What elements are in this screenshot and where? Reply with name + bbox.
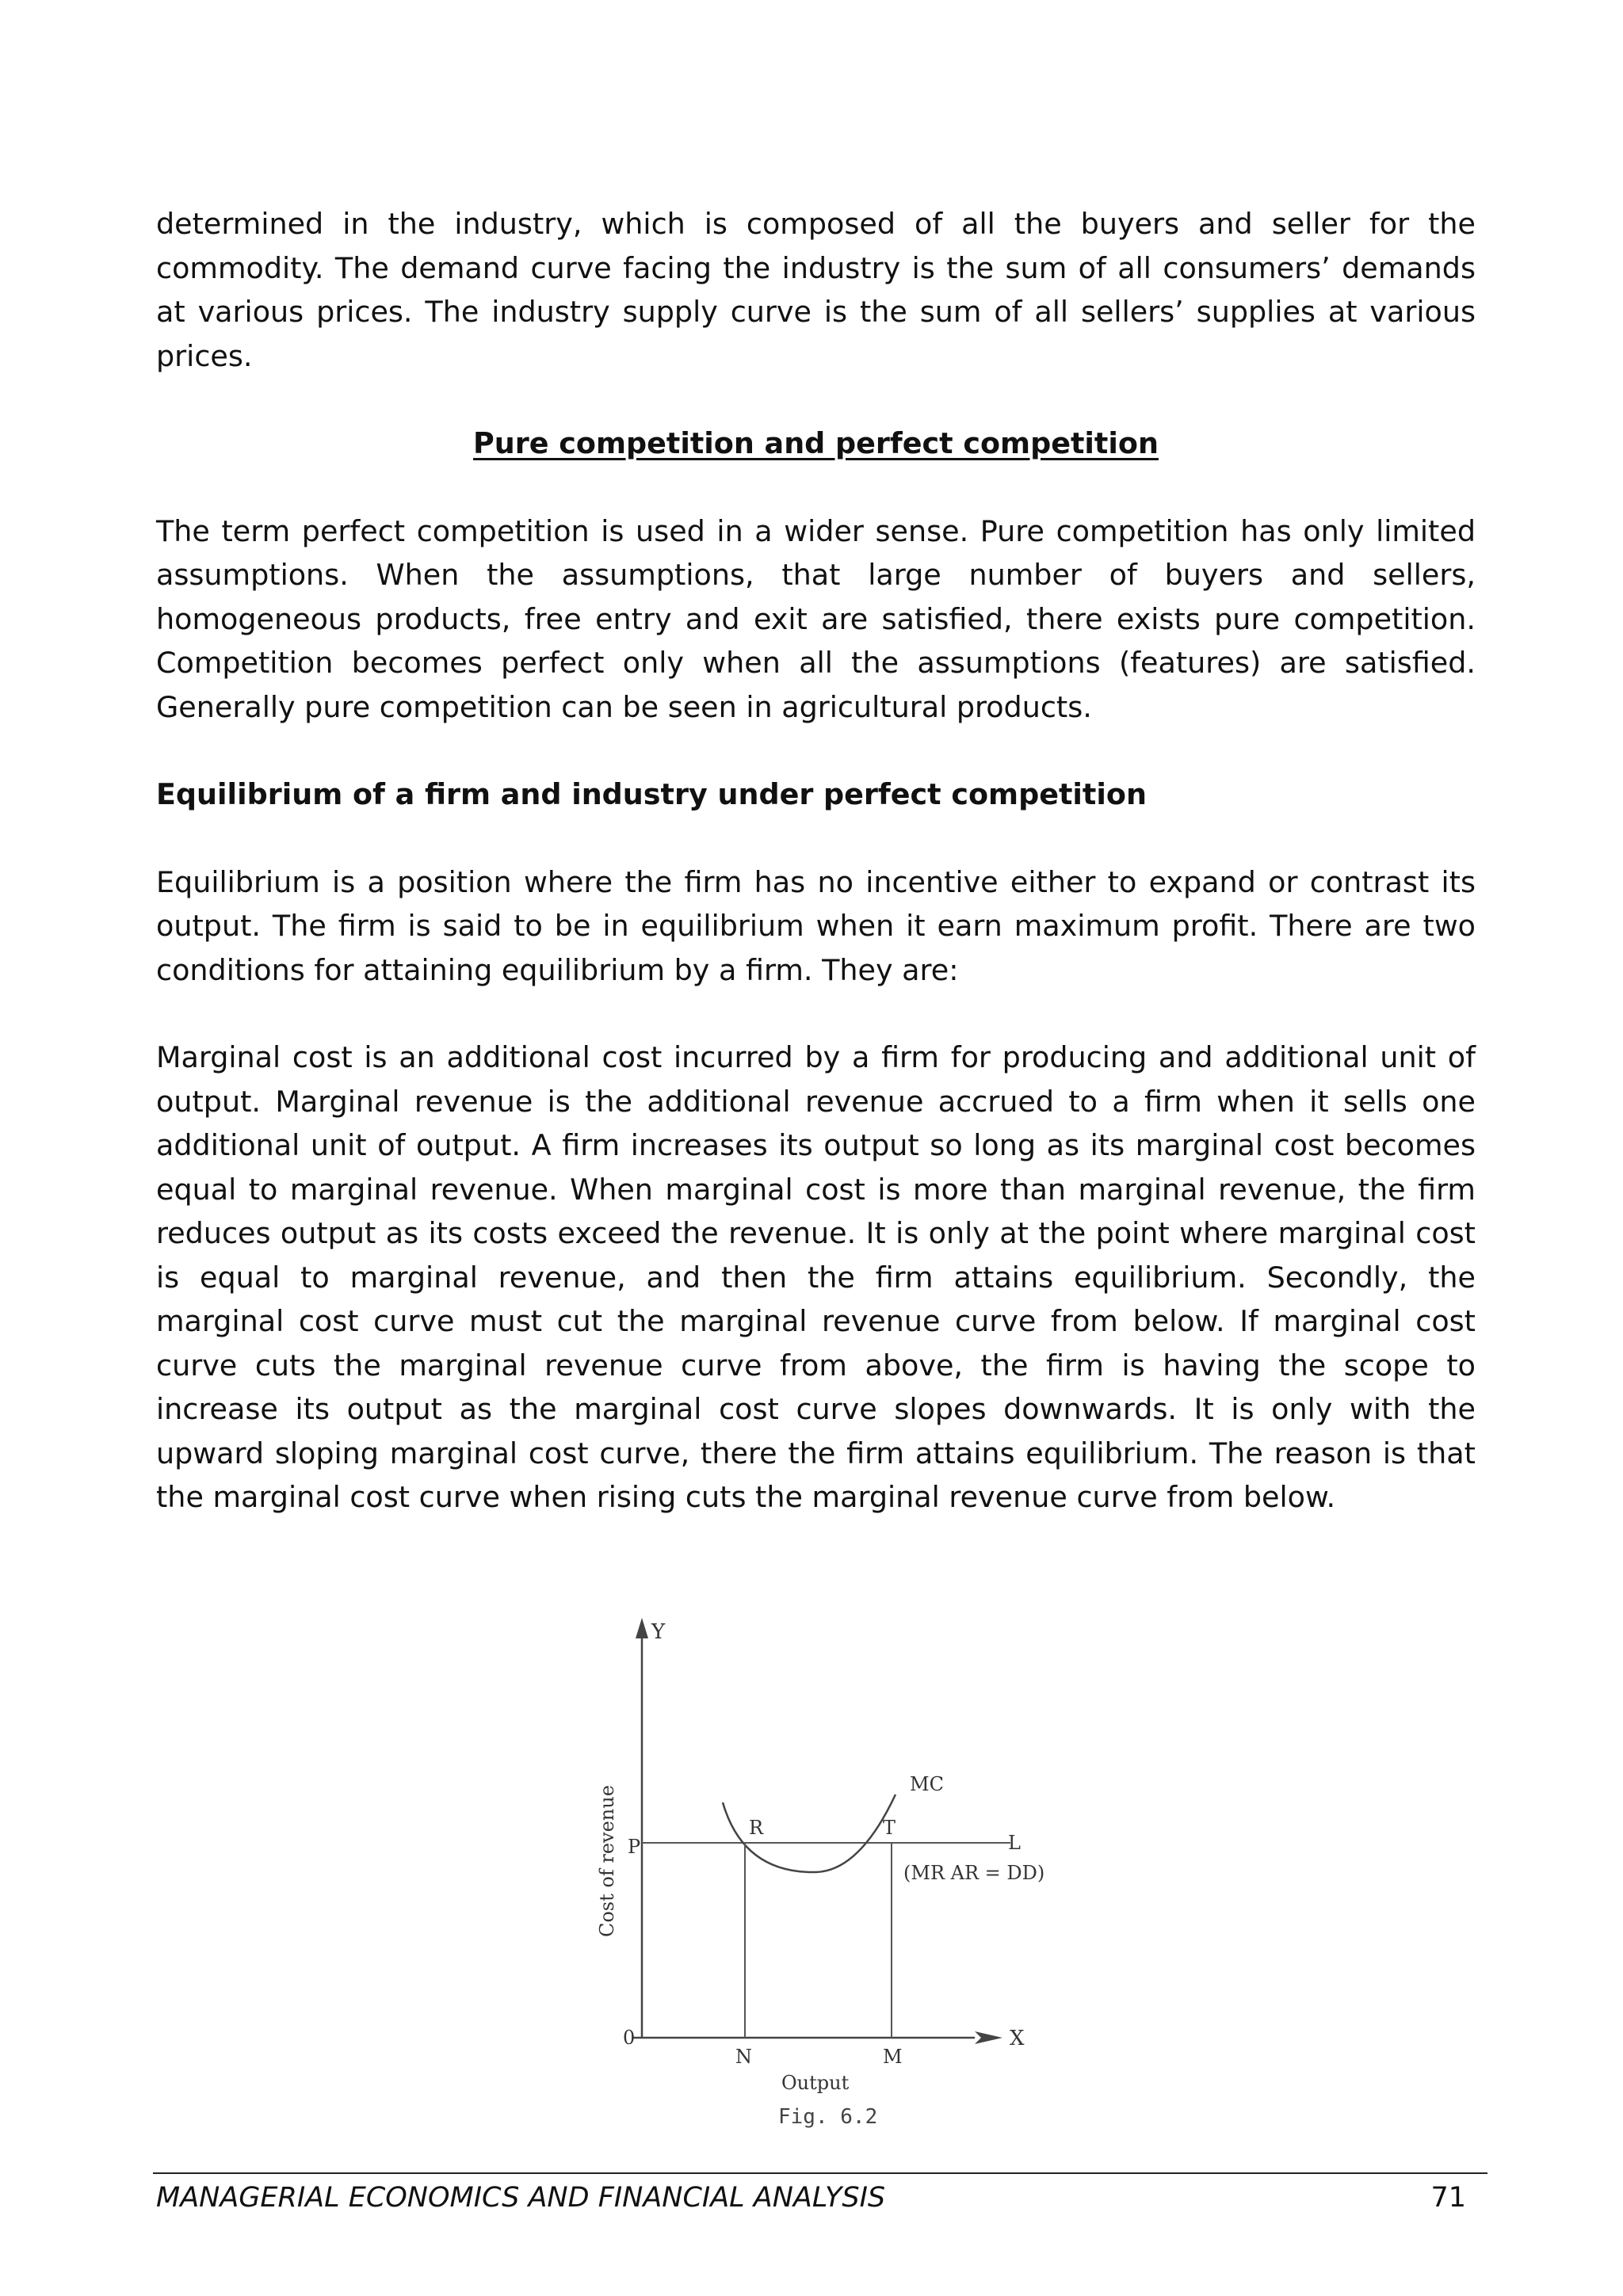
- marginal-cost-paragraph: Marginal cost is an additional cost incurred by a firm for producing and additional unit of output. Marginal revenue is the additional revenue accrued to a firm when it sells one additional unit of output. A firm increases its output so long as its marginal cost becomes equal to marginal revenue. When marginal cost is more than marginal revenue, the firm reduces output as its costs exceed the revenue. It is only at the point where marginal cost is equal to marginal revenue, and then the firm attains equilibrium. Secondly, the marginal cost curve must cut the marginal revenue curve from below. If marginal cost curve cuts the marginal revenue curve from above, the firm is having the scope to increase its output as the marginal cost curve slopes downwards. It is only with the upward sloping marginal cost curve, there the firm attains equilibrium. The reason is that the marginal cost curve when rising cuts the marginal revenue curve from below.: [156, 1040, 1476, 1514]
- line-end-label: L: [1008, 1832, 1021, 1854]
- price-label: P: [628, 1836, 641, 1858]
- y-axis-title: Cost of revenue: [596, 1785, 618, 1937]
- x-axis-arrow-icon: [975, 2031, 1002, 2044]
- point-n-label: N: [735, 2046, 752, 2068]
- page-body: [156, 202, 1476, 1520]
- section-heading-pure-competition: Pure competition and perfect competition: [473, 426, 1159, 460]
- mc-label: MC: [910, 1773, 944, 1795]
- origin-label: 0: [623, 2027, 636, 2049]
- pure-competition-paragraph: The term perfect competition is used in a wider sense. Pure competition has only limited assumptions. When the assumptions, that large number of buyers and sellers, homogeneous products, free entry and exit are satisfied, there exists pure competition. Competition becomes perfect only when all the assumptions (features) are satisfied. Generally pure competition can be seen in agricultural products.: [156, 513, 1476, 724]
- y-axis-arrow-icon: [636, 1618, 648, 1638]
- point-r-label: R: [749, 1817, 764, 1839]
- footer-divider: [153, 2172, 1487, 2174]
- page-number: 71: [1430, 2182, 1466, 2214]
- figure-caption: Fig. 6.2: [778, 2105, 878, 2129]
- point-m-label: M: [883, 2046, 903, 2068]
- sub-heading-equilibrium: Equilibrium of a firm and industry under perfect competition: [156, 777, 1147, 811]
- equilibrium-diagram: [555, 1600, 1062, 2139]
- x-axis-title: Output: [781, 2072, 850, 2094]
- x-axis-letter: X: [1010, 2027, 1025, 2050]
- y-axis-letter: Y: [651, 1620, 666, 1644]
- intro-paragraph: determined in the industry, which is composed of all the buyers and seller for the commodity. The demand curve facing the industry is the sum of all consumers’ demands at various prices. The industry supply curve is the sum of all sellers’ supplies at various prices.: [156, 207, 1476, 373]
- footer-title: MANAGERIAL ECONOMICS AND FINANCIAL ANALYSIS: [156, 2182, 886, 2214]
- equilibrium-figure: [555, 1600, 1062, 2139]
- point-t-label: T: [883, 1817, 896, 1839]
- line-label: (MR AR = DD): [903, 1862, 1045, 1884]
- equilibrium-paragraph: Equilibrium is a position where the firm has no incentive either to expand or contrast its output. The firm is said to be in equilibrium when it earn maximum profit. There are two conditions for attaining equilibrium by a firm. They are:: [156, 864, 1476, 987]
